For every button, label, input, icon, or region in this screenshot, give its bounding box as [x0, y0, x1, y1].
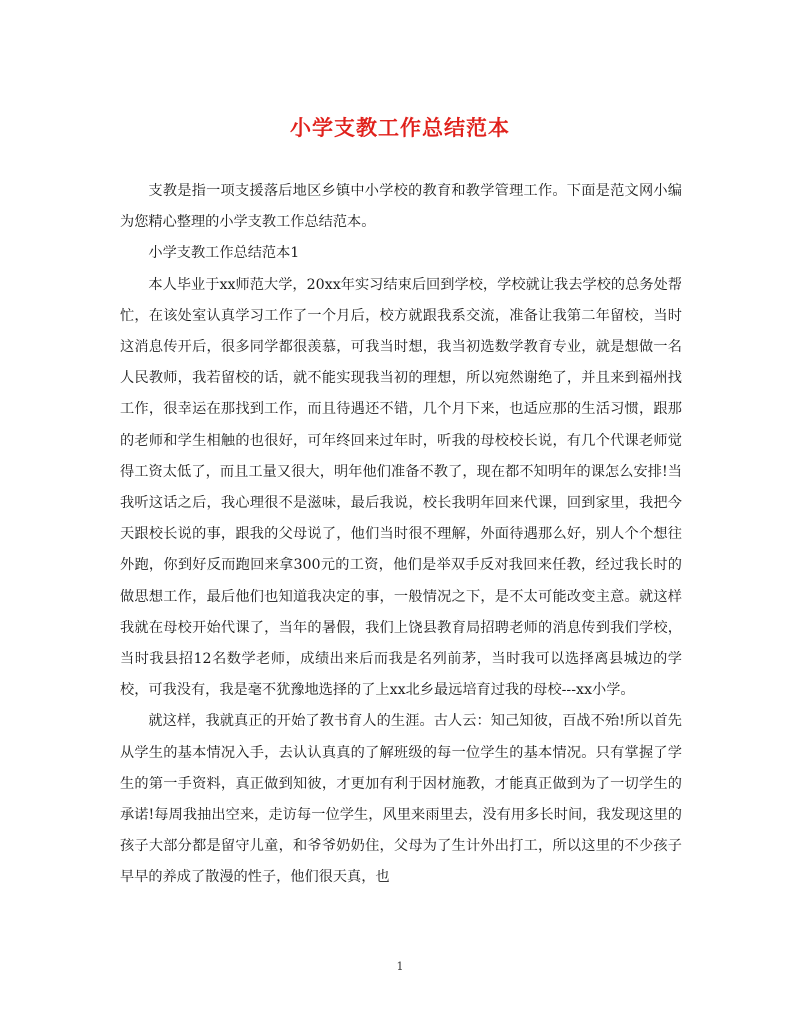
page-number: 1 — [396, 960, 404, 973]
intro-paragraph: 支教是指一项支援落后地区乡镇中小学校的教育和教学管理工作。下面是范文网小编为您精心整理的小学支教工作总结范本。 — [120, 183, 682, 231]
section-heading: 小学支教工作总结范本1 — [148, 245, 300, 262]
document-body — [120, 176, 682, 894]
body-paragraph: 就这样，我就真正的开始了教书育人的生涯。古人云：知己知彼，百战不殆!所以首先从学生的基本情况入手，去认认真真的了解班级的每一位学生的基本情况。只有掌握了学生的第一手资料，真正做到知彼，才更加有利于因材施教，才能真正做到为了一切学生的承诺!每周我抽出空来，走访每一位学生，风里来雨里去，没有用多长时间，我发现这里的孩子大部分都是留守儿童，和爷爷奶奶住，父母为了生计外出打工，所以这里的不少孩子早早的养成了散漫的性子，他们很天真，也 — [120, 713, 682, 886]
body-paragraph: 本人毕业于xx师范大学，20xx年实习结束后回到学校，学校就让我去学校的总务处帮忙，在该处室认真学习工作了一个月后，校方就跟我系交流，准备让我第二年留校，当时这消息传开后，很多同学都很羡慕，可我当时想，我当初选数学教育专业，就是想做一名人民教师，我若留校的话，就不能实现我当初的理想，所以宛然谢绝了，并且来到福州找工作，很幸运在那找到工作，而且待遇还不错，几个月下来，也适应那的生活习惯，跟那的老师和学生相触的也很好，可年终回来过年时，听我的母校校长说，有几个代课老师觉得工资太低了，而且工量又很大，明年他们准备不教了，现在都不知明年的课怎么安排!当我听这话之后，我心理很不是滋味，最后我说，校长我明年回来代课，回到家里，我把今天跟校长说的事，跟我的父母说了，他们当时很不理解，外面待遇那么好，别人个个想往外跑，你到好反而跑回来拿300元的工资，他们是举双手反对我回来任教，经过我长时的做思想工作，最后他们也知道我决定的事，一般情况之下，是不太可能改变主意。就这样我就在母校开始代课了，当年的暑假，我们上饶县教育局招聘老师的消息传到我们学校，当时我县招12名数学老师，成绩出来后而我是名列前茅，当时我可以选择离县城边的学校，可我没有，我是毫不犹豫地选择的了上xx北乡最远培育过我的母校---xx小学。 — [120, 276, 682, 699]
document-title: 小学支教工作总结范本 — [290, 115, 510, 140]
